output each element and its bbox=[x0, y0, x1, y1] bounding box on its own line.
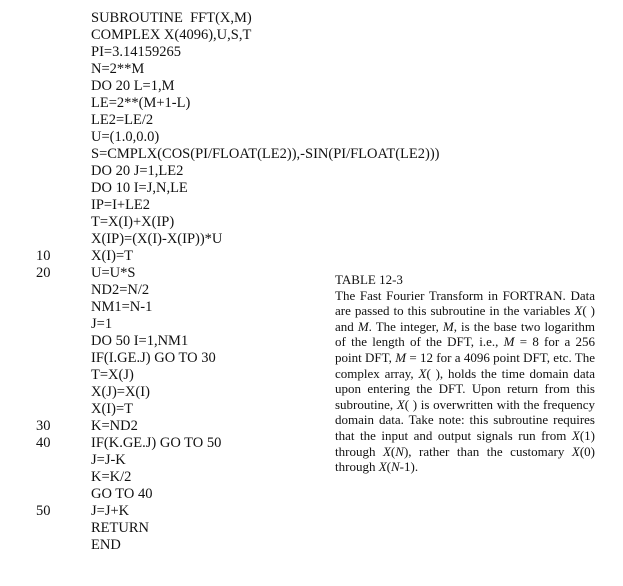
variable-name: X bbox=[571, 427, 580, 443]
code-statement: GO TO 40 bbox=[91, 486, 153, 502]
code-line bbox=[0, 78, 330, 95]
code-statement: X(I)=T bbox=[91, 248, 133, 264]
caption-text: ( ) and bbox=[335, 303, 595, 334]
code-statement: X(IP)=(X(I)-X(IP))*U bbox=[91, 231, 223, 247]
variable-name: M bbox=[503, 334, 515, 350]
variable-name: X bbox=[571, 443, 580, 459]
variable-name: X bbox=[574, 303, 583, 319]
variable-name: X bbox=[396, 396, 405, 412]
code-statement: K=ND2 bbox=[91, 418, 138, 434]
variable-name: X bbox=[382, 443, 391, 459]
code-line bbox=[0, 197, 330, 214]
code-statement: K=K/2 bbox=[91, 469, 132, 485]
caption-text: -1). bbox=[399, 459, 419, 475]
variable-name: M bbox=[395, 349, 407, 365]
code-line bbox=[0, 384, 330, 401]
code-statement: END bbox=[91, 537, 121, 553]
table-title: TABLE 12-3 bbox=[335, 272, 403, 287]
code-statement: J=J-K bbox=[91, 452, 126, 468]
code-statement: N=2**M bbox=[91, 61, 145, 77]
caption-text: ( bbox=[390, 443, 396, 459]
code-line bbox=[0, 367, 330, 384]
caption-text: . The integer, bbox=[368, 318, 443, 334]
code-statement: IF(K.GE.J) GO TO 50 bbox=[91, 435, 222, 451]
code-line bbox=[0, 265, 330, 282]
code-statement: T=X(J) bbox=[91, 367, 134, 383]
code-line bbox=[0, 537, 330, 554]
code-statement: J=1 bbox=[91, 316, 113, 332]
code-statement: S=CMPLX(COS(PI/FLOAT(LE2)),-SIN(PI/FLOAT(LE2))) bbox=[91, 146, 440, 162]
caption-text: = 12 for a 4096 point DFT, etc. The complex array, bbox=[335, 349, 595, 381]
caption-text: ( ) is overwritten with the frequency domain data. Take note: this subroutine requires that the input and output signals run from bbox=[335, 396, 595, 443]
code-line bbox=[0, 95, 330, 112]
code-statement: DO 10 I=J,N,LE bbox=[91, 180, 188, 196]
caption-text: The Fast Fourier Transform in FORTRAN. Data are passed to this subroutine in the variables bbox=[335, 287, 595, 319]
code-statement: IF(I.GE.J) GO TO 30 bbox=[91, 350, 216, 366]
code-line bbox=[0, 333, 330, 350]
code-line bbox=[0, 112, 330, 129]
code-statement: U=(1.0,0.0) bbox=[91, 129, 160, 145]
code-statement: IP=I+LE2 bbox=[91, 197, 151, 213]
code-statement: COMPLEX X(4096),U,S,T bbox=[91, 27, 252, 43]
statement-label: 10 bbox=[36, 248, 51, 264]
caption-text: ( bbox=[386, 459, 391, 475]
code-statement: LE=2**(M+1-L) bbox=[91, 95, 191, 111]
code-line bbox=[0, 316, 330, 333]
code-line bbox=[0, 248, 330, 265]
code-line bbox=[0, 27, 330, 44]
statement-label: 40 bbox=[36, 435, 51, 451]
code-line bbox=[0, 146, 440, 163]
code-line bbox=[0, 282, 330, 299]
caption-text: (0) through bbox=[335, 443, 595, 475]
statement-label: 50 bbox=[36, 503, 51, 519]
code-statement: DO 50 I=1,NM1 bbox=[91, 333, 189, 349]
code-statement: RETURN bbox=[91, 520, 149, 536]
variable-name: N bbox=[395, 443, 404, 459]
statement-label: 30 bbox=[36, 418, 51, 434]
code-line bbox=[0, 180, 330, 197]
table-description bbox=[335, 288, 595, 475]
code-statement: NM1=N-1 bbox=[91, 299, 153, 315]
code-statement: T=X(I)+X(IP) bbox=[91, 214, 175, 230]
code-line bbox=[0, 401, 330, 418]
code-statement: U=U*S bbox=[91, 265, 136, 281]
code-line bbox=[0, 503, 330, 520]
code-line bbox=[0, 44, 330, 61]
code-line bbox=[0, 418, 330, 435]
code-statement: PI=3.14159265 bbox=[91, 44, 181, 60]
variable-name: X bbox=[378, 459, 387, 475]
code-line bbox=[0, 129, 330, 146]
code-line bbox=[0, 10, 330, 27]
statement-label: 20 bbox=[36, 265, 51, 281]
caption-text: (1) through bbox=[335, 427, 595, 459]
code-line bbox=[0, 435, 330, 452]
variable-name: N bbox=[391, 459, 400, 475]
variable-name: M bbox=[357, 318, 369, 334]
code-line bbox=[0, 486, 330, 503]
code-statement: SUBROUTINE FFT(X,M) bbox=[91, 10, 252, 26]
code-line bbox=[0, 452, 330, 469]
code-statement: LE2=LE/2 bbox=[91, 112, 154, 128]
code-statement: DO 20 L=1,M bbox=[91, 78, 175, 94]
code-statement: X(I)=T bbox=[91, 401, 133, 417]
code-line bbox=[0, 469, 330, 486]
caption-text: ), rather than the customary bbox=[403, 443, 572, 459]
code-statement: J=J+K bbox=[91, 503, 130, 519]
caption-text: ( ), holds the time domain data upon entering the DFT. Upon return from this subroutine, bbox=[335, 365, 595, 412]
code-statement: X(J)=X(I) bbox=[91, 384, 150, 400]
caption-text: = 8 for a 256 point DFT, bbox=[335, 334, 595, 365]
code-statement: DO 20 J=1,LE2 bbox=[91, 163, 184, 179]
code-line bbox=[0, 520, 330, 537]
caption-text: , is the base two logarithm of the length of the DFT, i.e., bbox=[335, 318, 595, 350]
table-caption bbox=[335, 272, 595, 475]
variable-name: M bbox=[442, 318, 454, 334]
code-line bbox=[0, 61, 330, 78]
variable-name: X bbox=[418, 365, 427, 381]
code-line bbox=[0, 350, 330, 367]
code-line bbox=[0, 163, 330, 180]
code-line bbox=[0, 231, 330, 248]
code-line bbox=[0, 299, 330, 316]
code-line bbox=[0, 214, 330, 231]
code-statement: ND2=N/2 bbox=[91, 282, 150, 298]
